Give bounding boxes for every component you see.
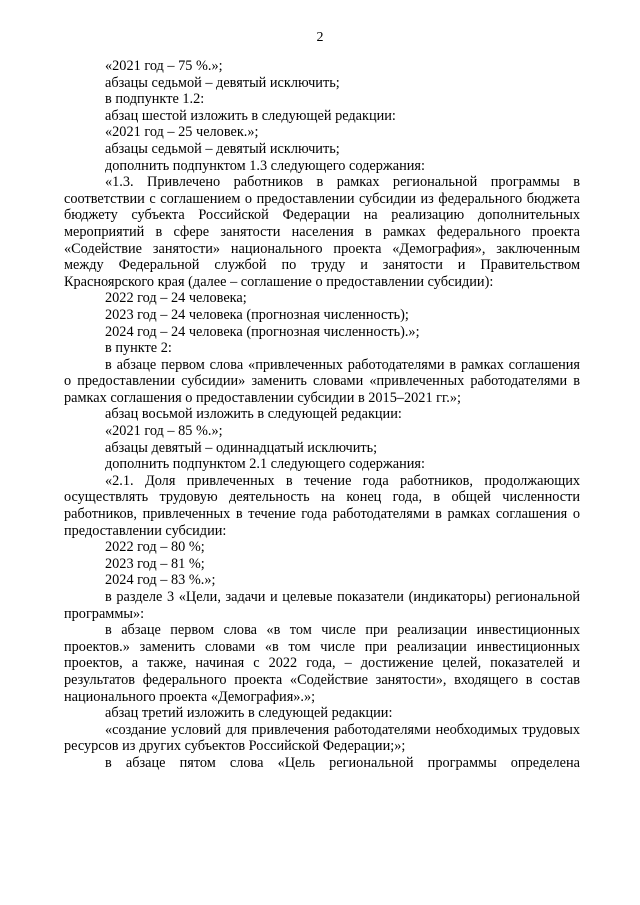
paragraph: «создание условий для привлечения работодателями необходимых трудовых ресурсов из других субъектов Российской Федерации;»; bbox=[64, 721, 580, 755]
paragraph: в пункте 2: bbox=[105, 340, 172, 357]
paragraph: в абзаце первом слова «привлеченных работодателями в рамках соглашения о предоставлении субсидии» заменить словами «привлеченных работодателями в рамках соглашения о предоставлении субсидии в 2015–2021 гг.»; bbox=[64, 356, 580, 406]
paragraph: абзац шестой изложить в следующей редакции: bbox=[105, 107, 396, 124]
paragraph: 2024 год – 24 человека (прогнозная численность).»; bbox=[105, 323, 420, 340]
paragraph: в абзаце пятом слова «Цель региональной программы определена bbox=[105, 754, 580, 771]
paragraph: «2021 год – 25 человек.»; bbox=[105, 124, 259, 141]
paragraph: 2024 год – 83 %.»; bbox=[105, 572, 216, 589]
paragraph: абзацы седьмой – девятый исключить; bbox=[105, 140, 340, 157]
paragraph: в разделе 3 «Цели, задачи и целевые показатели (индикаторы) региональной программы»: bbox=[64, 589, 580, 622]
paragraph: абзацы седьмой – девятый исключить; bbox=[105, 74, 340, 91]
paragraph: 2022 год – 80 %; bbox=[105, 539, 205, 556]
paragraph: абзац восьмой изложить в следующей редакции: bbox=[105, 406, 402, 423]
paragraph: «1.3. Привлечено работников в рамках региональной программы в соответствии с соглашением о предоставлении субсидии из федерального бюджета бюджету субъекта Российской Федерации на реализацию дополнительных мероприятий в сфере занятости населения в рамках федерального проекта «Содействие занятости» национального проекта «Демография», заключенным между Федеральной службой по труду и занятости и Правительством Красноярского края (далее – соглашение о предоставлении субсидии): bbox=[64, 174, 580, 290]
paragraph: «2021 год – 75 %.»; bbox=[105, 58, 223, 74]
paragraph: «2.1. Доля привлеченных в течение года работников, продолжающих осуществлять трудовую деятельность на конец года, в общей численности работников, привлеченных в течение года работодателями в рамках соглашения о предоставлении субсидии: bbox=[64, 472, 580, 539]
paragraph: абзац третий изложить в следующей редакции: bbox=[105, 705, 393, 722]
paragraph: в подпункте 1.2: bbox=[105, 91, 205, 108]
paragraph: 2023 год – 81 %; bbox=[105, 555, 205, 572]
paragraph: 2022 год – 24 человека; bbox=[105, 290, 247, 307]
document-body bbox=[64, 58, 580, 772]
paragraph: абзацы девятый – одиннадцатый исключить; bbox=[105, 439, 378, 456]
paragraph: 2023 год – 24 человека (прогнозная численность); bbox=[105, 306, 409, 323]
paragraph: дополнить подпунктом 2.1 следующего содержания: bbox=[105, 456, 425, 473]
paragraph: дополнить подпунктом 1.3 следующего содержания: bbox=[105, 157, 425, 174]
paragraph: «2021 год – 85 %.»; bbox=[105, 423, 223, 440]
paragraph: в абзаце первом слова «в том числе при реализации инвестиционных проектов.» заменить словами «в том числе при реализации инвестиционных проектов, а также, начиная с 2022 года, – достижение целей, показателей и результатов федерального проекта «Содействие занятости», входящего в состав национального проекта «Демография».»; bbox=[64, 622, 580, 705]
page-number: 2 bbox=[316, 30, 324, 45]
